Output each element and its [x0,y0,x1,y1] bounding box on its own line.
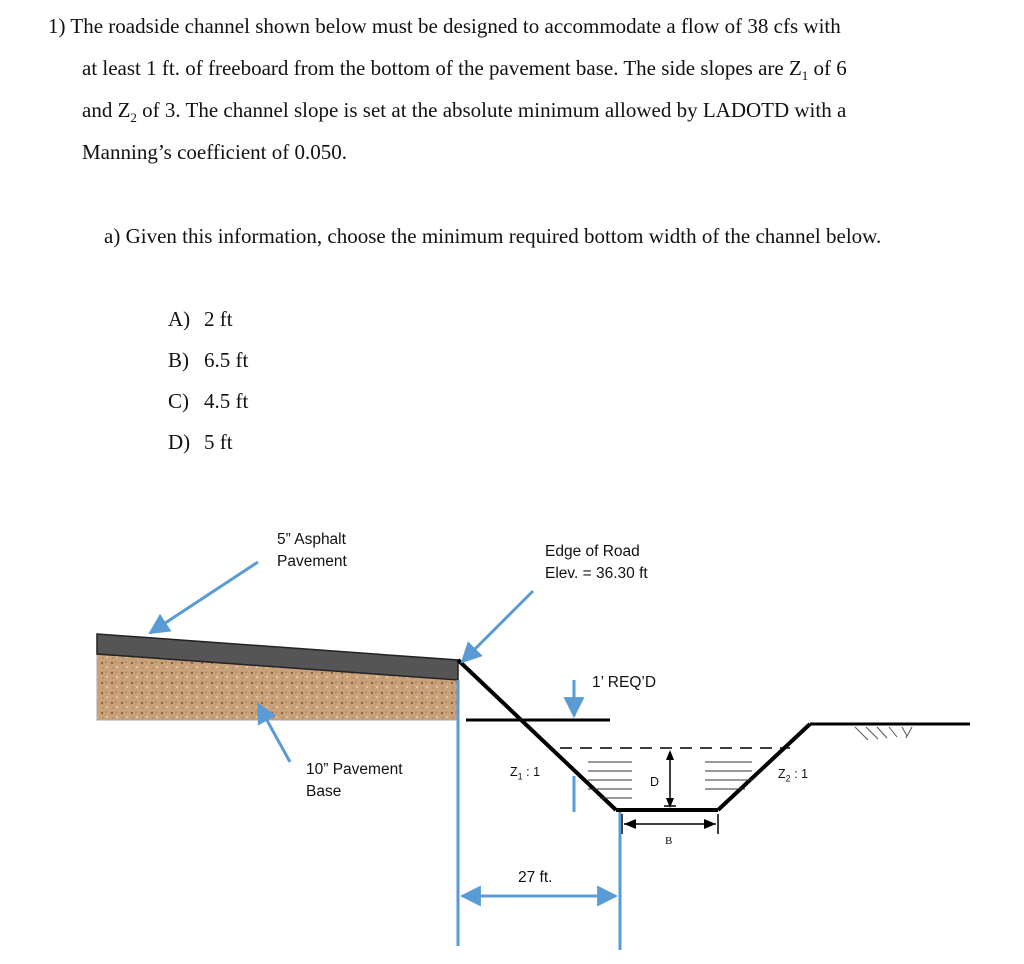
choice-letter: A) [168,307,191,331]
z1-label: $Z_1$ : 1 [510,765,541,782]
part-a-question: a) Given this information, choose the minimum required bottom width of the channel below. [104,224,882,248]
question-line-4: Manning’s coefficient of 0.050. [82,140,347,164]
depth-arrow-top [666,750,674,760]
b-arrow-right [704,819,716,829]
choice-letter: C) [168,389,189,413]
road-edge-pointer-arrow [462,591,533,662]
choice-letter: B) [168,348,189,372]
question-line-3: and $Z_2$ of 3. The channel slope is set at the absolute minimum allowed by LADOTD with a [82,98,847,126]
choice-value: 4.5 ft [204,389,249,413]
depth-label: D [650,775,660,789]
choice-value: 2 ft [204,307,233,331]
choice-value: 5 ft [204,430,233,454]
bottom-width-label: B [665,835,673,847]
question-text-1: The roadside channel shown below must be designed to accommodate a flow of 38 cfs with [70,14,841,38]
pavement-base-label: 10” Pavement Base [306,761,403,800]
choice-letter: D) [168,430,191,454]
distance-label: 27 ft. [518,869,553,886]
z2-label: $Z_2$ : 1 [778,767,809,784]
asphalt-label: 5” Asphalt Pavement [277,531,347,570]
question-number: 1) [48,14,66,38]
choice-value: 6.5 ft [204,348,249,372]
road-edge-label: Edge of Road Elev. = 36.30 ft [545,543,648,582]
ground-hatch [855,727,912,740]
b-arrow-left [624,819,636,829]
question-line-2: at least 1 ft. of freeboard from the bottom of the pavement base. The side slopes are $Z_1$ of 6 [82,56,847,84]
asphalt-pointer-arrow [150,562,258,633]
freeboard-label: 1’ REQ’D [592,674,657,691]
